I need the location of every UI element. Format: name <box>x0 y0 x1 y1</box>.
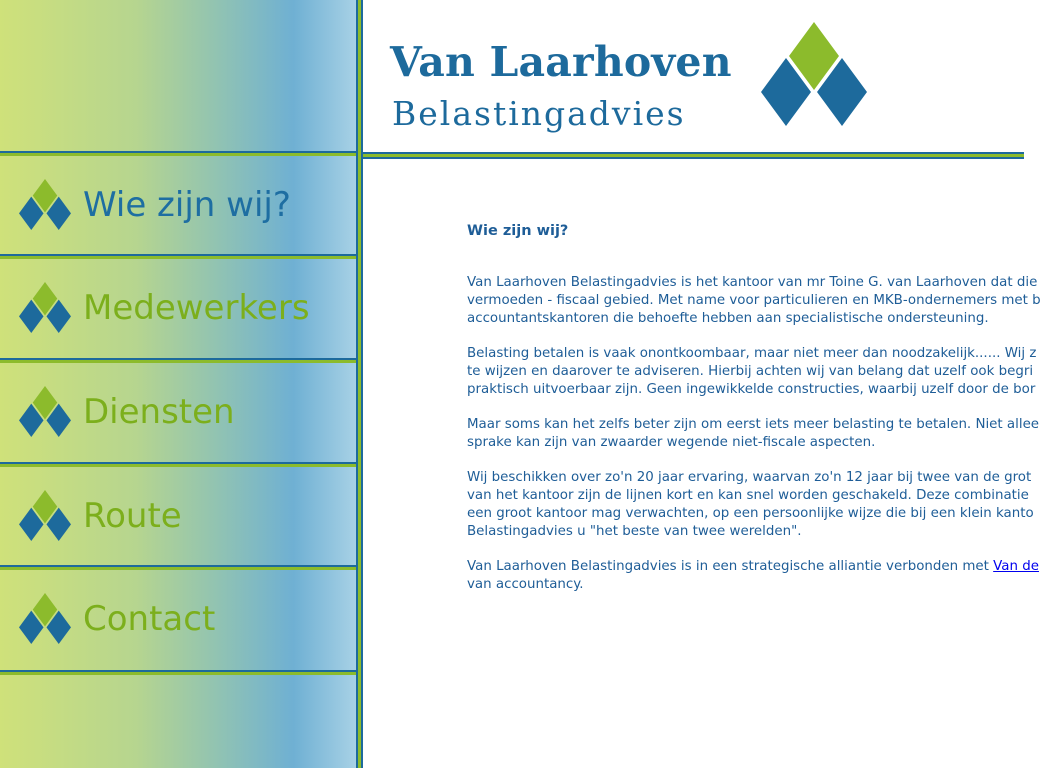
text-line: van accountancy. <box>467 577 584 592</box>
page-title: Wie zijn wij? <box>467 223 569 239</box>
text-line: accountantskantoren die behoefte hebben aan specialistische ondersteuning. <box>467 311 989 326</box>
text-line: te wijzen en daarover te adviseren. Hierbij achten wij van belang dat uzelf ook begri <box>467 364 1034 379</box>
text-line: van het kantoor zijn de lijnen kort en kan snel worden geschakeld. Deze combinatie <box>467 488 1029 503</box>
paragraph <box>467 345 1037 399</box>
sidebar-divider <box>356 0 363 768</box>
nav-item-diensten[interactable] <box>0 363 356 461</box>
nav-item-medewerkers[interactable] <box>0 259 356 357</box>
nav-label: Route <box>83 496 182 536</box>
diamond-logo-icon <box>761 20 867 130</box>
paragraph <box>467 274 1041 328</box>
alliance-text: Van Laarhoven Belastingadvies is in een strategische alliantie verbonden met <box>467 559 994 574</box>
text-line: Wij beschikken over zo'n 20 jaar ervaring, waarvan zo'n 12 jaar bij twee van de grot <box>467 470 1032 485</box>
nav-item-route[interactable] <box>0 467 356 565</box>
text-line <box>467 558 1039 576</box>
site-subtitle: Belastingadvies <box>392 94 686 133</box>
paragraph <box>467 416 1040 452</box>
paragraph <box>467 469 1034 541</box>
nav-label: Diensten <box>83 392 235 432</box>
nav-divider <box>0 670 356 675</box>
text-line: Belastingadvies u "het beste van twee werelden". <box>467 524 802 539</box>
alliance-paragraph <box>467 558 1039 594</box>
main-content <box>467 222 1041 768</box>
text-line: Belasting betalen is vaak onontkoombaar, maar niet meer dan noodzakelijk...... Wij z <box>467 346 1037 361</box>
site-title: Van Laarhoven <box>390 38 732 86</box>
text-line: praktisch uitvoerbaar zijn. Geen ingewikkelde constructies, waarbij uzelf door de bor <box>467 382 1036 397</box>
nav-label: Contact <box>83 599 216 639</box>
text-line: sprake kan zijn van zwaarder wegende niet-fiscale aspecten. <box>467 435 876 450</box>
nav-item-contact[interactable] <box>0 570 356 668</box>
diamond-logo-icon <box>19 279 71 337</box>
text-line: Van Laarhoven Belastingadvies is het kantoor van mr Toine G. van Laarhoven dat die <box>467 275 1038 290</box>
diamond-logo-icon <box>19 590 71 648</box>
diamond-logo-icon <box>19 176 71 234</box>
nav-item-wie-zijn-wij[interactable] <box>0 156 356 254</box>
nav-label: Wie zijn wij? <box>83 185 291 225</box>
text-line: vermoeden - fiscaal gebied. Met name voor particulieren en MKB-ondernemers met b <box>467 293 1041 308</box>
diamond-logo-icon <box>19 383 71 441</box>
alliance-link[interactable]: Van de <box>993 559 1039 574</box>
nav-label: Medewerkers <box>83 288 310 328</box>
text-line: Maar soms kan het zelfs beter zijn om eerst iets meer belasting te betalen. Niet allee <box>467 417 1040 432</box>
header-divider <box>363 152 1024 159</box>
text-line: een groot kantoor mag verwachten, op een persoonlijke wijze die bij een klein kanto <box>467 506 1034 521</box>
diamond-logo-icon <box>19 487 71 545</box>
